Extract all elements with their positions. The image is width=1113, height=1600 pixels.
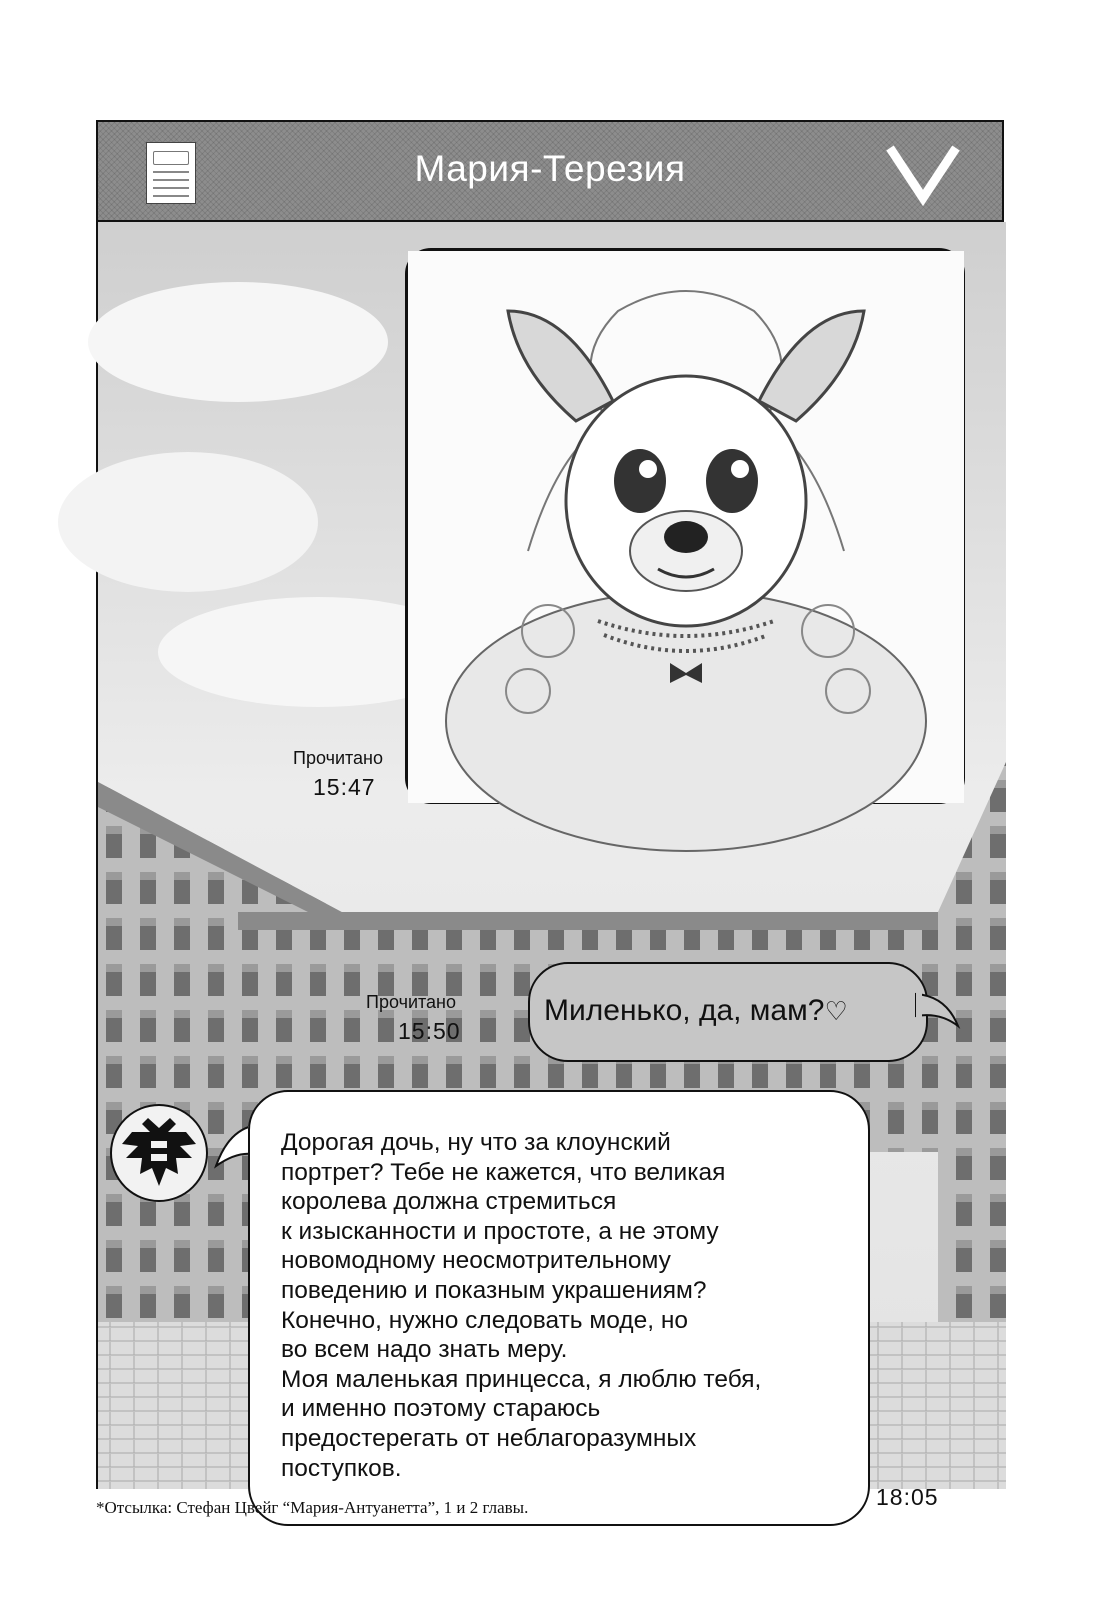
message-line: и именно поэтому стараюсь — [281, 1395, 601, 1423]
photo-message[interactable] — [405, 248, 965, 804]
sent-bubble-tail — [916, 990, 960, 1030]
chevron-down-icon[interactable] — [886, 144, 960, 204]
heart-emoji-icon: ♡ — [824, 997, 848, 1027]
message-line: предостерегать от неблагоразумных — [281, 1424, 697, 1452]
photo-read-status: Прочитано — [293, 748, 383, 768]
message-line: поведению и показным украшениям? — [281, 1276, 707, 1304]
chat-title: Мария-Терезия — [414, 148, 686, 189]
received-time: 18:05 — [876, 1484, 939, 1510]
message-line: Дорогая дочь, ну что за клоунский — [281, 1129, 671, 1156]
sent-message-label: Миленько, да, мам? — [544, 994, 825, 1027]
message-line: портрет? Тебе не кажется, что великая — [281, 1158, 726, 1186]
double-headed-eagle-crest-icon[interactable] — [110, 1104, 208, 1202]
sent-time: 15:50 — [398, 1018, 461, 1044]
message-line: королева должна стремиться — [281, 1188, 617, 1216]
received-message-text — [281, 1128, 861, 1483]
message-line: поступков. — [281, 1454, 402, 1482]
message-line: Моя маленькая принцесса, я люблю тебя, — [281, 1365, 762, 1393]
message-line: новомодному неосмотрительному — [281, 1247, 671, 1275]
photo-time: 15:47 — [313, 774, 376, 800]
message-line: во всем надо знать меру. — [281, 1336, 568, 1364]
message-line: к изысканности и простоте, а не этому — [281, 1217, 719, 1245]
chat-header — [98, 122, 1002, 222]
portrait-image — [408, 251, 964, 803]
sent-message-text — [544, 994, 848, 1028]
footnote: *Отсылка: Стефан Цвейг “Мария-Антуанетта”, 1 и 2 главы. — [96, 1498, 529, 1517]
sent-read-status: Прочитано — [366, 992, 456, 1012]
message-line: Конечно, нужно следовать моде, но — [281, 1306, 688, 1334]
